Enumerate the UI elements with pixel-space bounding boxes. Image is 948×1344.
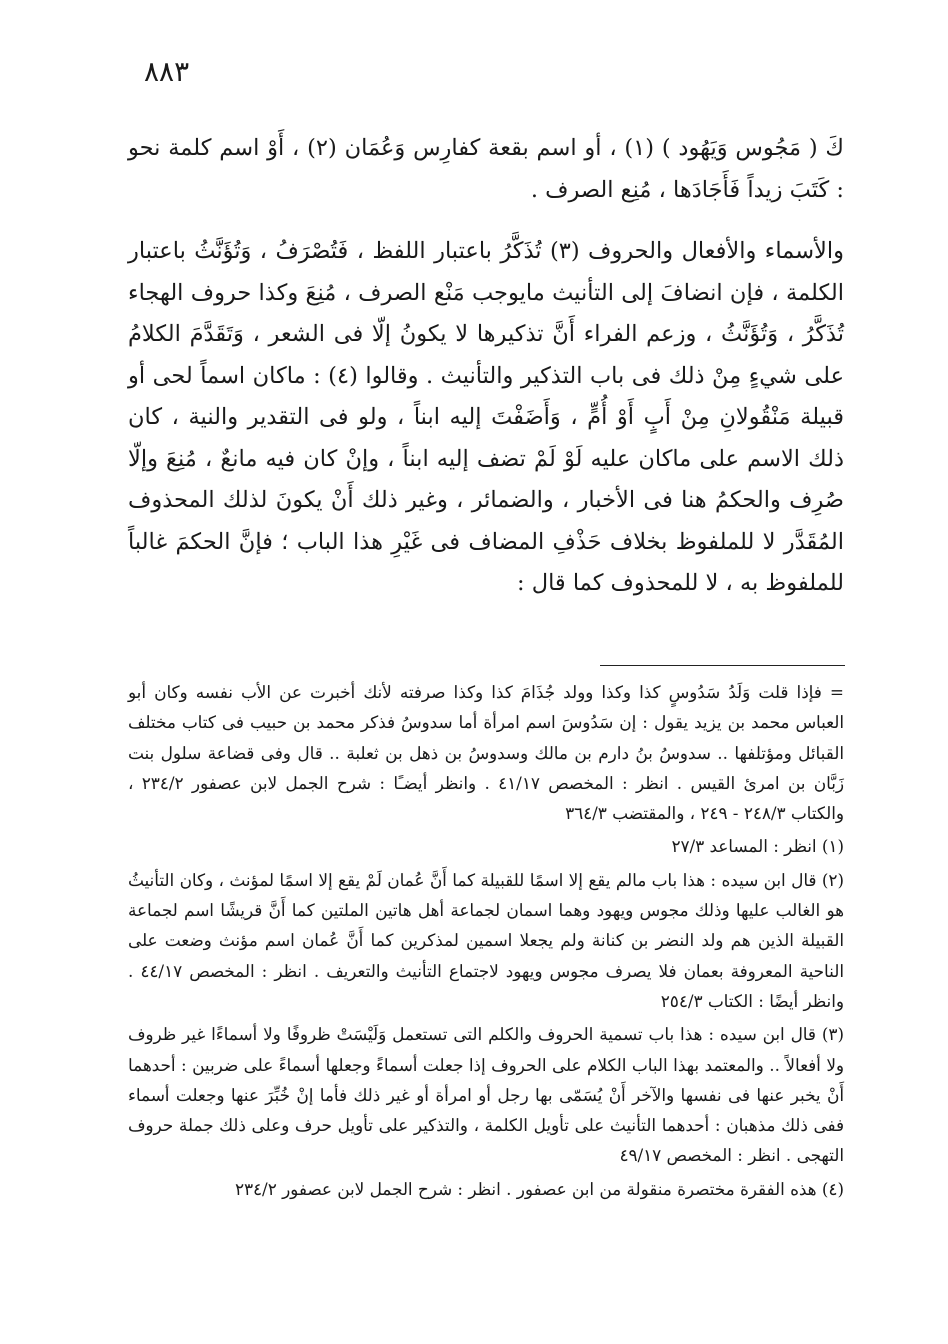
footnote-divider — [600, 665, 845, 666]
footnote: (٢) قال ابن سيده : هذا باب مالم يقع إلا اسمًا للقبيلة كما أَنَّ عُمان لَمْ يقع إلا اسمًا لمؤنث ، وكان التأنيثُ هو الغالب عليها وذلك مجوس ويهود وهما اسمان لجماعة أهل هاتين الملتين كما أَنَّ قريشًا اسم لجماعة القبيلة الذين هم ولد النضر بن كنانة ولم يجعلا اسمين لمذكرين كما أَنَّ عُمان اسم مؤنث وضعت على الناحية المعروفة بعمان فلا يصرف مجوس ويهود لاجتماع التأنيث والتعريف . انظر : المخصص ٤٤/١٧ . وانظر أيضًا : الكتاب ٢٥٤/٣ — [128, 869, 844, 1011]
main-paragraph: والأسماء والأفعال والحروف (٣) تُذَكَّرُ باعتبار اللفظ ، فَتُصْرَفُ ، وَتُؤَنَّثُ باعتبار الكلمة ، فإن انضافَ إلى التأنيث مايوجب مَنْع الصرف ، مُنِعَ وكذا حروف الهجاء تُذَكَّرُ ، وَتُؤَنَّثُ ، وزعم الفراء أَنَّ تذكيرها لا يكونُ إلّا فى الشعر ، وَتَقَدَّمَ الكلامُ على شيءٍ مِنْ ذلك فى باب التذكير والتأنيث . وقالوا (٤) : ماكان اسماً لحى أو قبيلة مَنْقُولانِ مِنْ أَبٍ أَوْ أُمٍّ ، وَأَضَفْتَ إليه ابناً ، ولو فى التقدير والنية ، كان ذلك الاسم على ماكان عليه لَوْ لَمْ تضف إليه ابناً ، وإنْ كان فيه مانعٌ ، مُنِعَ وإلّا صُرِف والحكمُ هنا فى الأخبار ، والضمائر ، وغير ذلك أَنْ يكونَ لذلك المحذوف المُقَدَّر لا للملفوظ بخلاف حَذْفِ المضاف فى غَيْرِ هذا الباب ؛ فإنَّ الحكمَ غالباً للملفوظ به ، لا للمحذوف كما قال : — [128, 238, 844, 596]
main-paragraph: كَ ( مَجُوس وَيَهُود ) (١) ، أو اسم بقعة كفارِس وَعُمَان (٢) ، أَوْ اسم كلمة نحو : كَتَبَ زيداً فَأَجَادَها ، مُنِع الصرف . — [128, 135, 844, 203]
page-number: ٨٨٣ — [144, 55, 190, 88]
footnote: (٣) قال ابن سيده : هذا باب تسمية الحروف والكلم التى تستعمل وَلَيْسَتْ ظروفًا ولا أسماءًا غير ظروف ولا أفعالاً .. والمعتمد بهذا الباب الكلام على الحروف إذا جعلت أسماءً وجعلها أسماءً على ضربين : أحدهما أَنْ يخبر عنها فى نفسها والآخر أَنْ يُسَمّى بها رجل أو امرأة أو غير ذلك فأما إنْ خُبِّرَ عنها وجعلت أسماء ففى ذلك مذهبان : أحدهما التأنيث على تأويل الكلمة ، والتذكير على تأويل حرف وعلى ذلك جملة حروف التهجى . انظر : المخصص ٤٩/١٧ — [128, 1024, 844, 1166]
footnotes — [128, 677, 844, 1204]
footnote-continuation: = فإذا قلت وَلَدُ سَدُوسٍ كذا وكذا وولد جُذَامَ كذا وكذا صرفته لأنك أخبرت عن الأب نفسه وكان أبو العباس محمد بن يزيد يقول : إن سَدُوسَ اسم امرأة أما سدوسُ فذكر محمد بن حبيب فى كتاب مختلف القبائل ومؤتلفها .. سدوسُ بنُ دارم بن مالك وسدوسُ بن ذهل بن ثعلبة .. قال وفى قضاعة سلول بنت زَبَّان بن امرئ القيس . انظر : المخصص ٤١/١٧ . وانظر أيضـًا : شرح الجمل لابن عصفور ٢٣٤/٢ ، والكتاب ٢٤٨/٣ - ٢٤٩ ، والمقتضب ٣٦٤/٣ — [128, 682, 844, 824]
footnote: (١) انظر : المساعد ٢٧/٣ — [671, 836, 844, 857]
footnote: (٤) هذه الفقرة مختصرة منقولة من ابن عصفور . انظر : شرح الجمل لابن عصفور ٢٣٤/٢ — [235, 1178, 844, 1199]
main-text — [128, 128, 844, 605]
